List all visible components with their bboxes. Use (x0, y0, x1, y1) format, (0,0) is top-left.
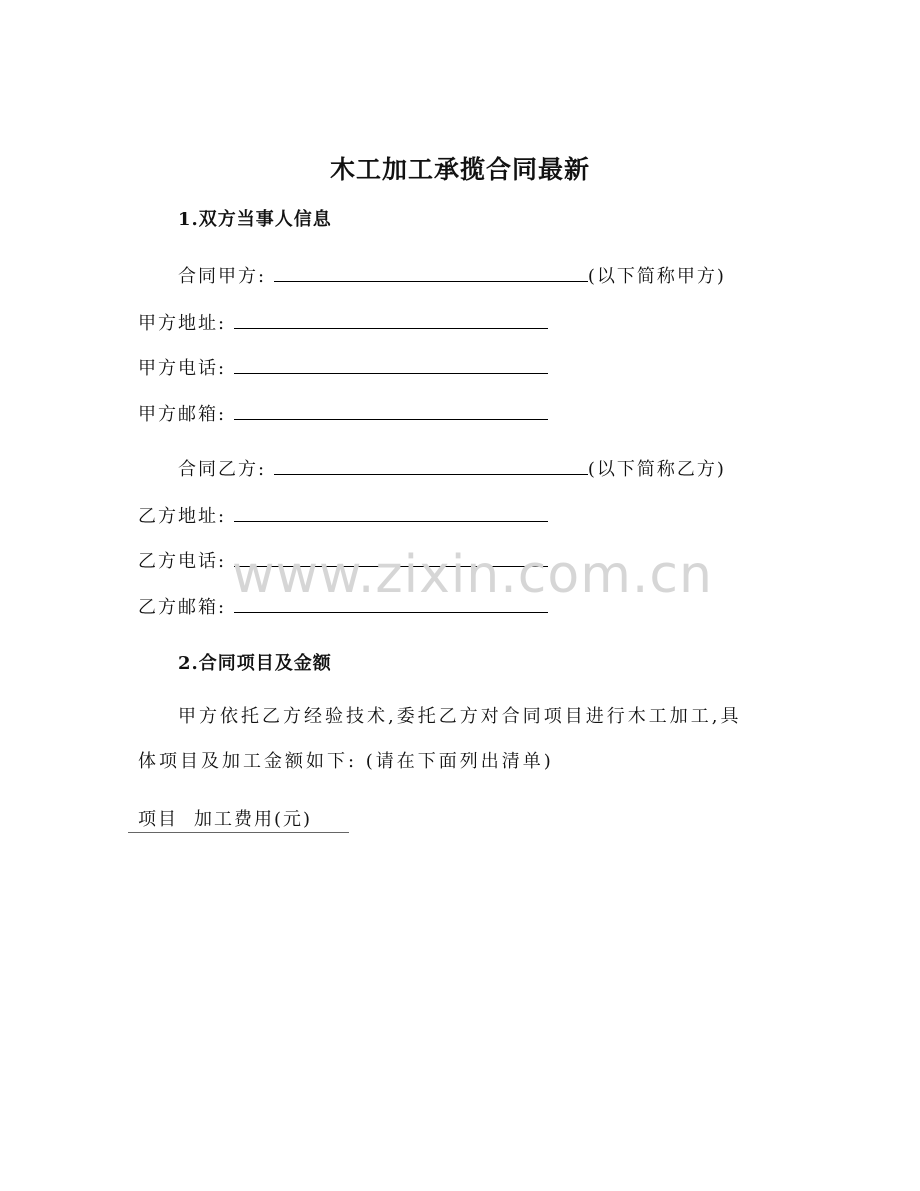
party-b-address-row (138, 502, 548, 528)
party-a-address-label: 甲方地址: (138, 313, 227, 334)
party-a-address-blank[interactable] (234, 310, 548, 329)
paragraph-line-1: 甲方依托乙方经验技术,委托乙方对合同项目进行木工加工,具 (178, 706, 742, 727)
party-a-phone-row (138, 354, 548, 380)
document-title: 木工加工承揽合同最新 (329, 155, 590, 184)
party-a-address-row (138, 309, 548, 335)
table-header-cost: 加工费用(元) (194, 809, 313, 830)
party-b-address-label: 乙方地址: (138, 506, 227, 527)
watermark: www.zixin.com.cn (232, 545, 713, 605)
party-a-name-label: 合同甲方: (178, 266, 267, 287)
section-heading-parties: 1.双方当事人信息 (178, 209, 332, 230)
party-b-phone-row (138, 547, 548, 573)
party-a-name-row (178, 262, 726, 288)
table-header-item: 项目 (138, 809, 178, 830)
party-b-email-blank[interactable] (234, 594, 548, 613)
party-a-email-blank[interactable] (234, 401, 548, 420)
party-a-phone-label: 甲方电话: (138, 358, 227, 379)
party-b-phone-label: 乙方电话: (138, 551, 227, 572)
party-b-name-blank[interactable] (274, 456, 588, 475)
party-a-email-row (138, 400, 548, 426)
items-table-header (128, 802, 349, 833)
paragraph-line-2: 体项目及加工金额如下: (请在下面列出清单) (138, 751, 554, 772)
party-a-name-suffix: (以下简称甲方) (587, 266, 726, 287)
party-a-phone-blank[interactable] (234, 355, 548, 374)
party-b-name-row (178, 455, 726, 481)
section-heading-items: 2.合同项目及金额 (178, 653, 332, 674)
party-a-name-blank[interactable] (274, 263, 588, 282)
party-a-email-label: 甲方邮箱: (138, 404, 227, 425)
party-b-email-label: 乙方邮箱: (138, 597, 227, 618)
party-b-phone-blank[interactable] (234, 548, 548, 567)
party-b-address-blank[interactable] (234, 503, 548, 522)
party-b-email-row (138, 593, 548, 619)
party-b-name-suffix: (以下简称乙方) (587, 459, 726, 480)
party-b-name-label: 合同乙方: (178, 459, 267, 480)
